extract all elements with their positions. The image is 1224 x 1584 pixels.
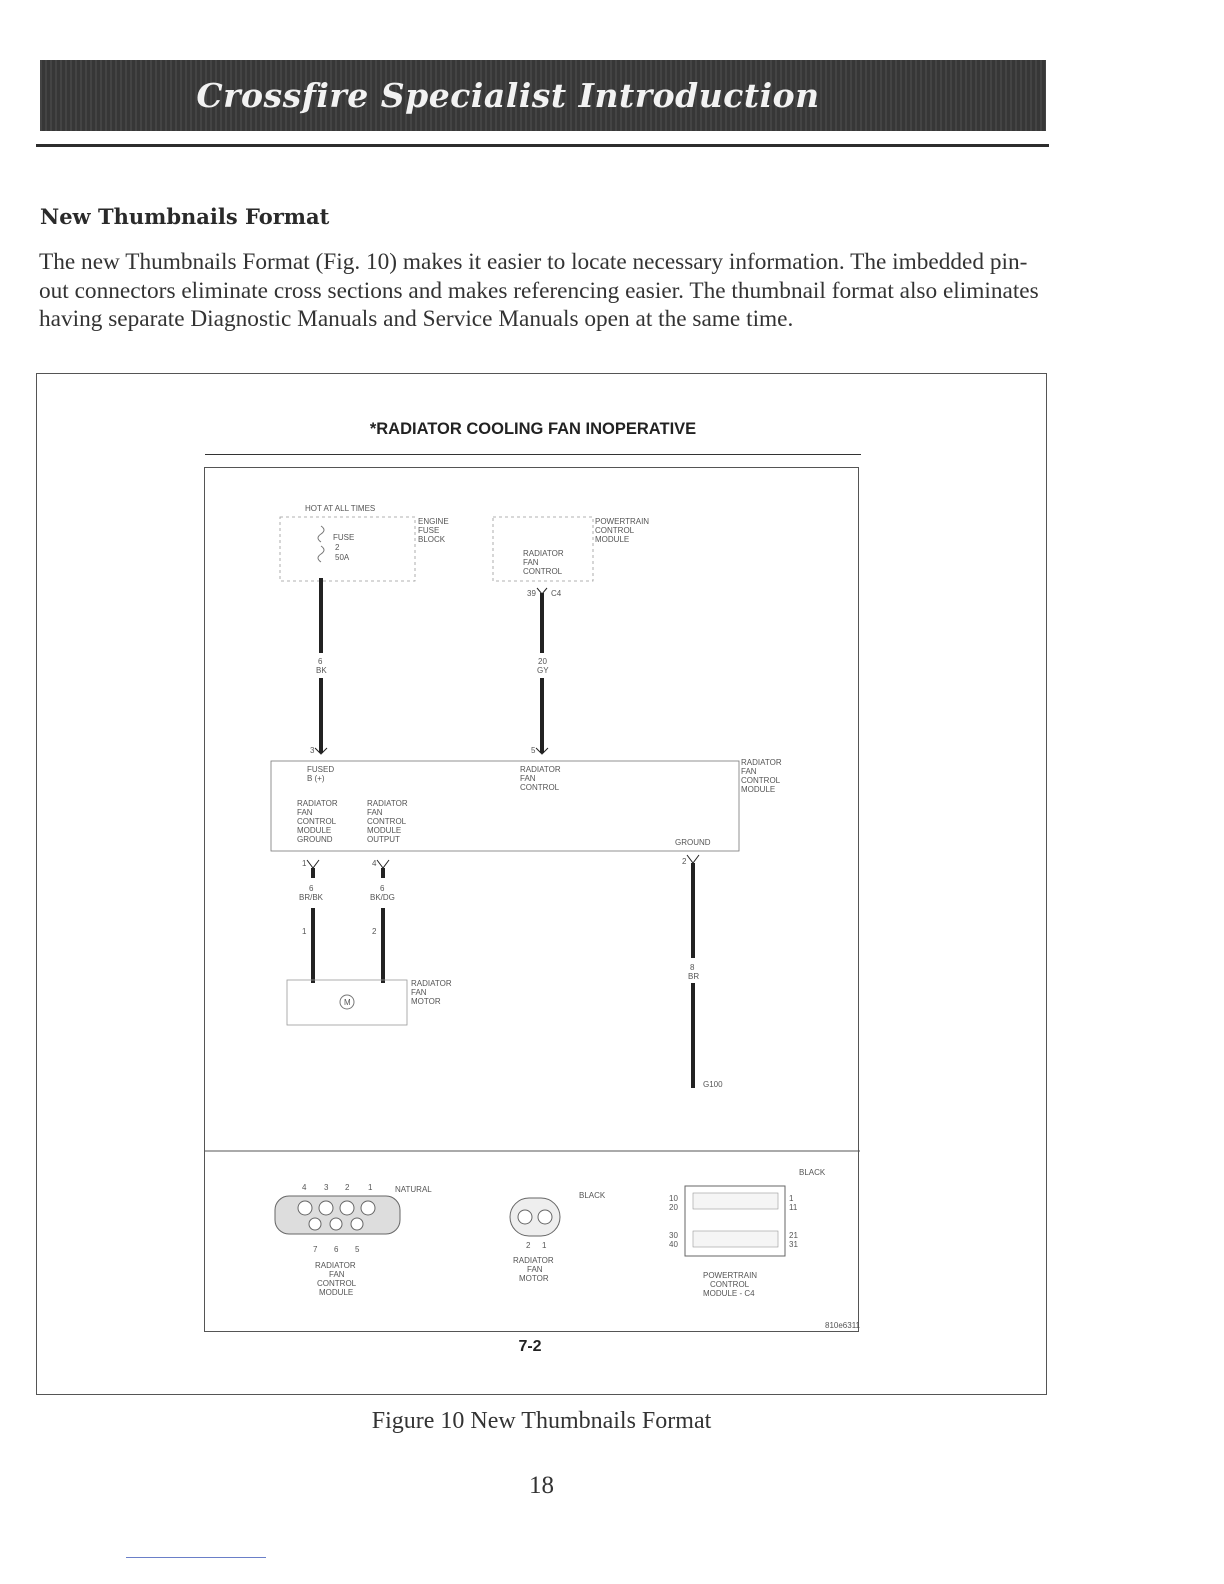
motor-connector-name-3: MOTOR bbox=[519, 1274, 549, 1283]
motor-connector-name-1: RADIATOR bbox=[513, 1256, 554, 1265]
rfcm-fan-control-3: CONTROL bbox=[520, 783, 560, 792]
ground-label: GROUND bbox=[675, 838, 711, 847]
motor-connector-name-2: FAN bbox=[527, 1265, 543, 1274]
fused-b-plus-2: B (+) bbox=[307, 774, 325, 783]
ground-point-label: G100 bbox=[703, 1080, 723, 1089]
rfcm-connector-color: NATURAL bbox=[395, 1185, 432, 1194]
diagram-title-rule bbox=[205, 454, 861, 455]
rfcm-connector-name-1: RADIATOR bbox=[315, 1261, 356, 1270]
pcm-row-right-21: 21 bbox=[789, 1231, 798, 1240]
engine-fuse-block-label-3: BLOCK bbox=[418, 535, 446, 544]
section-body: The new Thumbnails Format (Fig. 10) makes it easier to locate necessary information. The imbedded pin-out connectors eliminate cross sections and makes referencing easier. The thumbnail format also eliminates having separate Diagnostic Manuals and Service Manuals open at the same time. bbox=[39, 249, 1039, 333]
hot-at-all-times-label: HOT AT ALL TIMES bbox=[305, 504, 376, 513]
motor-symbol: M bbox=[344, 998, 351, 1007]
header-rule bbox=[36, 144, 1049, 147]
wire-bkdg-color: BK/DG bbox=[370, 893, 395, 902]
pcm-label-2: CONTROL bbox=[595, 526, 635, 535]
motor-label-2: FAN bbox=[411, 988, 427, 997]
pcm-connector-name-2: CONTROL bbox=[710, 1280, 750, 1289]
powertrain-control-module bbox=[493, 517, 649, 598]
wire-brbk-gauge: 6 bbox=[309, 884, 314, 893]
module-ground-1: RADIATOR bbox=[297, 799, 338, 808]
wire-labels bbox=[299, 657, 699, 981]
fused-b-plus-1: FUSED bbox=[307, 765, 335, 774]
wire-br-color: BR bbox=[688, 972, 700, 981]
engine-fuse-block bbox=[280, 504, 449, 581]
pcm-pin-number: 39 bbox=[527, 589, 536, 598]
module-ground-5: GROUND bbox=[297, 835, 333, 844]
wires bbox=[307, 578, 699, 1088]
motor-label-1: RADIATOR bbox=[411, 979, 452, 988]
pcm-connector-id: C4 bbox=[551, 589, 562, 598]
rfcm-top-pin-1: 1 bbox=[368, 1183, 373, 1192]
wire-bk-color: BK bbox=[316, 666, 327, 675]
radiator-fan-motor bbox=[287, 979, 452, 1025]
pin-3-label: 3 bbox=[310, 746, 315, 755]
engine-fuse-block-label-2: FUSE bbox=[418, 526, 440, 535]
pin-4-label: 4 bbox=[372, 859, 377, 868]
pcm-fan-control-2: FAN bbox=[523, 558, 539, 567]
fuse-label-2: 2 bbox=[335, 543, 340, 552]
wire-bk-gauge: 6 bbox=[318, 657, 323, 666]
wire-gy-color: GY bbox=[537, 666, 549, 675]
pcm-fan-control-1: RADIATOR bbox=[523, 549, 564, 558]
pin-5-label: 5 bbox=[531, 746, 536, 755]
header-banner bbox=[40, 60, 1046, 131]
rfcm-top-pin-4: 4 bbox=[302, 1183, 307, 1192]
wire-br-gauge: 8 bbox=[690, 963, 695, 972]
pcm-fan-control-3: CONTROL bbox=[523, 567, 563, 576]
rfcm-name-1: RADIATOR bbox=[741, 758, 782, 767]
rfcm-connector-name-2: FAN bbox=[329, 1270, 345, 1279]
diagram-page-ref: 7-2 bbox=[518, 1338, 542, 1355]
rfcm-bottom-pin-5: 5 bbox=[355, 1245, 360, 1254]
rfcm-name-4: MODULE bbox=[741, 785, 776, 794]
rfcm-top-pin-2: 2 bbox=[345, 1183, 350, 1192]
rfcm-connector-name-4: MODULE bbox=[319, 1288, 354, 1297]
pcm-row-right-11: 11 bbox=[789, 1203, 798, 1212]
motor-connector-pin-1: 1 bbox=[542, 1241, 547, 1250]
module-output-4: MODULE bbox=[367, 826, 402, 835]
module-ground-2: FAN bbox=[297, 808, 313, 817]
pin-1-label: 1 bbox=[302, 859, 307, 868]
motor-pin-1-label: 1 bbox=[302, 927, 307, 936]
pcm-row-right-1: 1 bbox=[789, 1194, 794, 1203]
pcm-connector-view bbox=[669, 1168, 826, 1298]
rfcm-name-3: CONTROL bbox=[741, 776, 781, 785]
footer-line bbox=[126, 1557, 266, 1558]
radiator-fan-control-module bbox=[271, 758, 782, 851]
fuse-label-3: 50A bbox=[335, 553, 350, 562]
pin-2-label: 2 bbox=[682, 857, 687, 866]
module-output-1: RADIATOR bbox=[367, 799, 408, 808]
motor-label-3: MOTOR bbox=[411, 997, 441, 1006]
pcm-label-1: POWERTRAIN bbox=[595, 517, 650, 526]
wire-gy-gauge: 20 bbox=[538, 657, 547, 666]
pcm-row-left-10: 10 bbox=[669, 1194, 678, 1203]
motor-pin-2-label: 2 bbox=[372, 927, 377, 936]
module-ground-4: MODULE bbox=[297, 826, 332, 835]
schematic-drawing bbox=[205, 468, 860, 1333]
module-output-5: OUTPUT bbox=[367, 835, 400, 844]
rfcm-bottom-pin-6: 6 bbox=[334, 1245, 339, 1254]
wire-brbk-color: BR/BK bbox=[299, 893, 324, 902]
wire-bkdg-gauge: 6 bbox=[380, 884, 385, 893]
motor-connector-view bbox=[510, 1191, 606, 1283]
engine-fuse-block-label-1: ENGINE bbox=[418, 517, 449, 526]
module-output-3: CONTROL bbox=[367, 817, 407, 826]
module-ground-3: CONTROL bbox=[297, 817, 337, 826]
diagram-title: *RADIATOR COOLING FAN INOPERATIVE bbox=[369, 420, 697, 438]
wiring-schematic bbox=[204, 467, 859, 1332]
page-number: 18 bbox=[529, 1472, 554, 1499]
rfcm-name-2: FAN bbox=[741, 767, 757, 776]
figure-caption: Figure 10 New Thumbnails Format bbox=[371, 1408, 712, 1434]
motor-connector-color: BLACK bbox=[579, 1191, 606, 1200]
motor-connector-pin-2: 2 bbox=[526, 1241, 531, 1250]
pcm-row-left-40: 40 bbox=[669, 1240, 678, 1249]
rfcm-connector-name-3: CONTROL bbox=[317, 1279, 357, 1288]
rfcm-connector-view bbox=[275, 1183, 432, 1297]
pcm-connector-name-1: POWERTRAIN bbox=[703, 1271, 758, 1280]
rfcm-top-pin-3: 3 bbox=[324, 1183, 329, 1192]
pcm-connector-name-3: MODULE - C4 bbox=[703, 1289, 755, 1298]
pcm-label-3: MODULE bbox=[595, 535, 630, 544]
figure-id: 810e6311 bbox=[825, 1321, 860, 1330]
module-output-2: FAN bbox=[367, 808, 383, 817]
rfcm-fan-control-1: RADIATOR bbox=[520, 765, 561, 774]
rfcm-bottom-pin-7: 7 bbox=[313, 1245, 318, 1254]
pcm-connector-color: BLACK bbox=[799, 1168, 826, 1177]
pcm-row-left-20: 20 bbox=[669, 1203, 678, 1212]
rfcm-fan-control-2: FAN bbox=[520, 774, 536, 783]
pcm-row-left-30: 30 bbox=[669, 1231, 678, 1240]
section-heading: New Thumbnails Format bbox=[40, 204, 330, 229]
pcm-row-right-31: 31 bbox=[789, 1240, 798, 1249]
fuse-label-1: FUSE bbox=[333, 533, 355, 542]
header-title: Crossfire Specialist Introduction bbox=[196, 76, 820, 115]
